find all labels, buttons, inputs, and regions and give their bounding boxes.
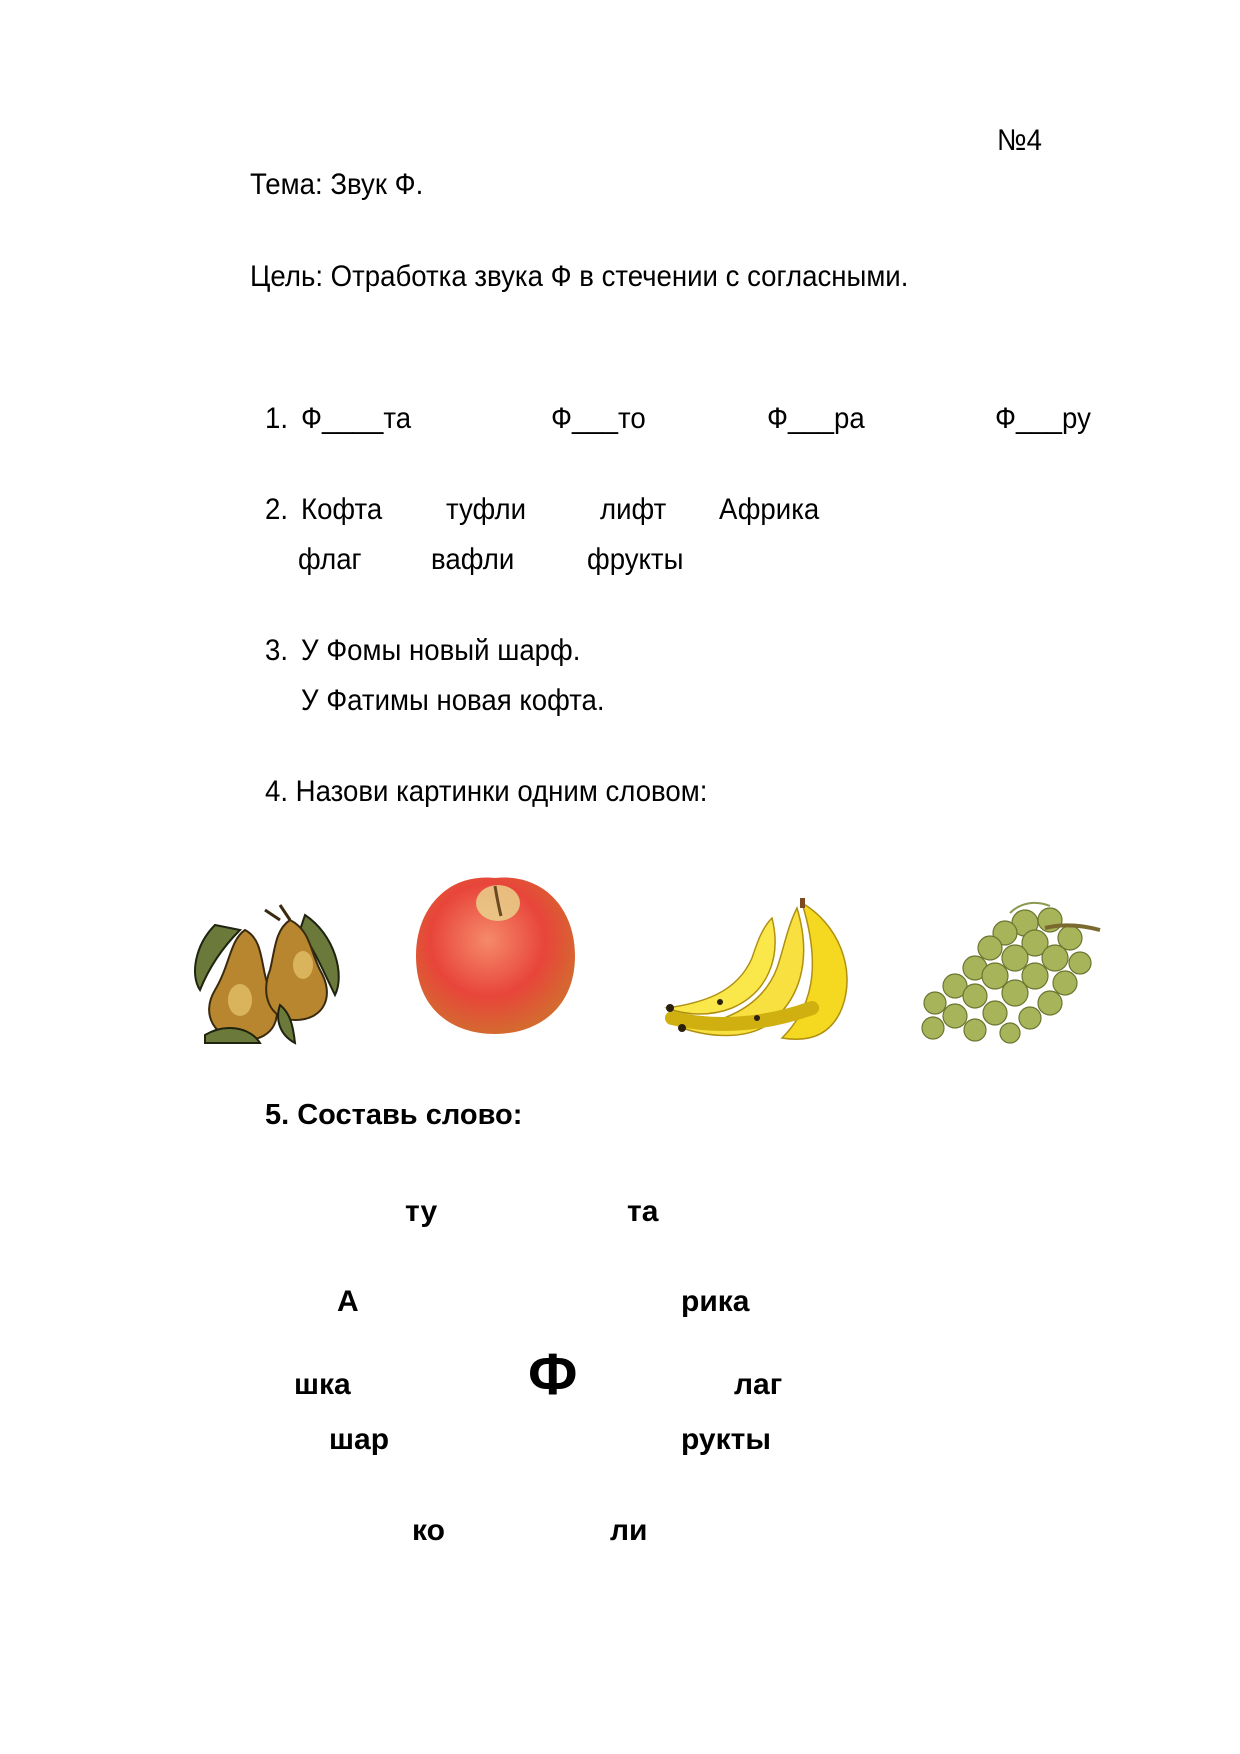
syllable: лаг [734, 1368, 783, 1401]
exercise-3-sentence: У Фомы новый шарф. [301, 634, 581, 667]
syllable: А [337, 1285, 359, 1318]
exercise-2-word: Кофта [301, 493, 383, 526]
goal-line: Цель: Отработка звука Ф в стечении с согласными. [250, 260, 909, 293]
exercise-2-word: лифт [600, 493, 667, 526]
pear-icon [185, 895, 360, 1045]
exercise-1-item: Ф___то [551, 402, 646, 435]
center-letter: Ф [528, 1342, 578, 1407]
banana-icon [662, 898, 860, 1046]
syllable: ли [610, 1514, 648, 1547]
grapes-icon [915, 898, 1115, 1046]
syllable: та [627, 1195, 659, 1228]
exercise-2-word: вафли [431, 543, 515, 576]
syllable: шка [294, 1368, 351, 1401]
exercise-2-word: Африка [719, 493, 820, 526]
exercise-2-number: 2. [265, 493, 289, 526]
exercise-3-sentence: У Фатимы новая кофта. [301, 684, 605, 717]
exercise-2-word: флаг [298, 543, 362, 576]
syllable: ко [412, 1514, 445, 1547]
worksheet-number: №4 [997, 124, 1042, 157]
topic-line: Тема: Звук Ф. [250, 168, 424, 201]
exercise-3-number: 3. [265, 634, 289, 667]
exercise-1-item: Ф____та [301, 402, 412, 435]
syllable: шар [329, 1423, 390, 1456]
exercise-4-prompt: 4. Назови картинки одним словом: [265, 775, 708, 808]
exercise-1-item: Ф___ру [995, 402, 1091, 435]
exercise-2-word: фрукты [587, 543, 684, 576]
syllable: ту [405, 1195, 438, 1228]
syllable: рика [681, 1285, 750, 1318]
exercise-5-prompt: 5. Составь слово: [265, 1099, 523, 1131]
exercise-1-item: Ф___ра [767, 402, 865, 435]
exercise-1-number: 1. [265, 402, 289, 435]
syllable: рукты [681, 1423, 771, 1456]
exercise-2-word: туфли [446, 493, 527, 526]
apple-icon [413, 868, 578, 1036]
